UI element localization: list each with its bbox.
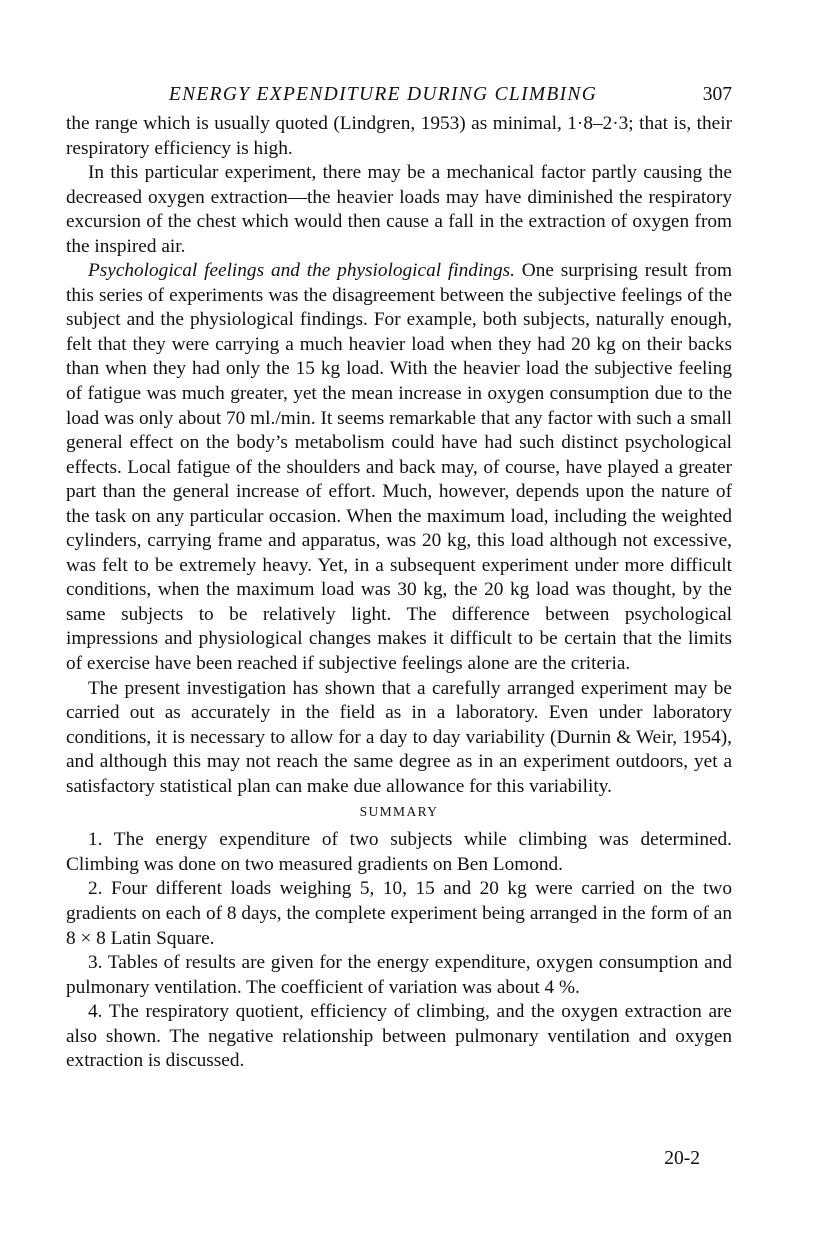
paragraph-present-investigation: The present investigation has shown that a carefully arranged experiment may be carried out as accurately in the field as in a laboratory. Even under laboratory conditions, it is necessary to allow for a day to day variability (Durnin & Weir, 1954), and although this may not reach the same degree as in an experiment outdoors, yet a satisfactory statistical plan can make due allowance for this variability. bbox=[66, 677, 732, 797]
summary-item: 4. The respiratory quotient, efficiency of climbing, and the oxygen extraction are also shown. The negative relationship between pulmonary ventilation and oxygen extraction is discussed. bbox=[66, 1001, 732, 1072]
paragraph-text: One surprising result from this series of experiments was the disagreement between the subjective feelings of the subject and the physiological findings. For example, both subjects, naturally enough, felt that they were carrying a much heavier load when they had 20 kg on their backs than when they had only the 15 kg load. With the heavier load the subjective feeling of fatigue was much greater, yet the mean increase in oxygen consumption due to the load was only about 70 ml./min. It seems remarkable that any factor with such a small general effect on the body’s metabolism could have had such distinct psychological effects. Local fatigue of the shoulders and back may, of course, have played a greater part than the general increase of effort. Much, however, depends upon the nature of the task on any particular occasion. When the maximum load, including the weighted cylinders, carrying frame and apparatus, was 20 kg, this load although not excessive, was felt to be extremely heavy. Yet, in a subsequent experiment under more difficult conditions, when the maximum load was 30 kg, the 20 kg load was thought, by the same subjects to be relatively light. The difference between psychological impressions and physiological changes makes it difficult to be certain that the limits of exercise have been reached if subjective feelings alone are the criteria. bbox=[66, 260, 732, 675]
summary-item: 3. Tables of results are given for the energy expenditure, oxygen consumption and pulmonary ventilation. The coefficient of variation was about 4 %. bbox=[66, 952, 732, 998]
paragraph-psychological-feelings bbox=[66, 259, 732, 676]
signature-mark: 20-2 bbox=[664, 1148, 700, 1169]
paragraph-mechanical-factor: In this particular experiment, there may be a mechanical factor partly causing the decreased oxygen extraction—the heavier loads may have diminished the respiratory excursion of the chest which would then cause a fall in the extraction of oxygen from the inspired air. bbox=[66, 162, 732, 257]
paragraph-continuation: the range which is usually quoted (Lindgren, 1953) as minimal, 1·8–2·3; that is, their respiratory efficiency is high. bbox=[66, 113, 732, 159]
summary-item: 2. Four different loads weighing 5, 10, 15 and 20 kg were carried on the two gradients on each of 8 days, the complete experiment being arranged in the form of an 8 × 8 Latin Square. bbox=[66, 878, 732, 949]
page-number: 307 bbox=[702, 84, 732, 105]
page-content bbox=[66, 78, 732, 1074]
article-body bbox=[66, 112, 732, 1074]
running-title: ENERGY EXPENDITURE DURING CLIMBING bbox=[168, 84, 598, 105]
running-head bbox=[66, 78, 732, 112]
run-in-heading: Psychological feelings and the physiological findings. bbox=[88, 260, 515, 282]
summary-heading: SUMMARY bbox=[359, 804, 439, 820]
summary-item: 1. The energy expenditure of two subjects while climbing was determined. Climbing was done on two measured gradients on Ben Lomond. bbox=[66, 829, 732, 875]
